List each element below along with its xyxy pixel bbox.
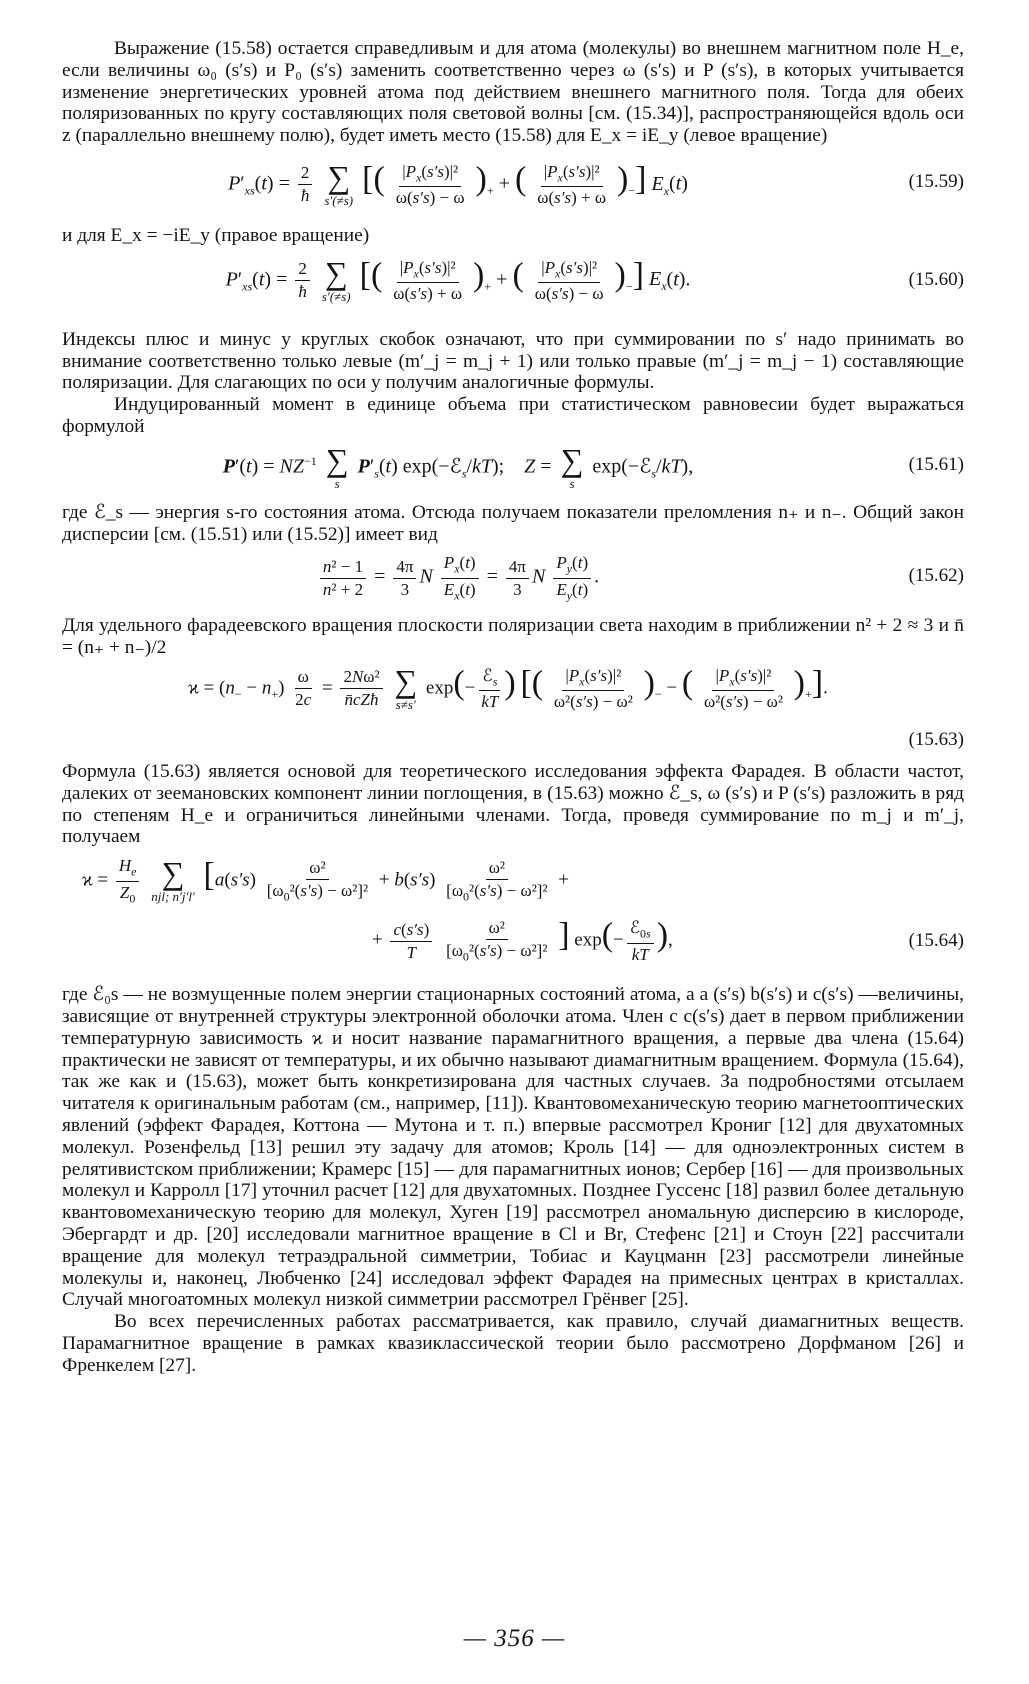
page-body	[62, 38, 964, 1376]
equation-number: (15.64)	[908, 930, 964, 952]
paragraph-7: Формула (15.63) является основой для теоретического исследования эффекта Фарадея. В области частот, далеких от зеемановских компонент линии поглощения, в (15.63) можно ℰ_s, ω (s′s) и P (s′s) разложить в ряд по степеням H_e и ограничиться линейными членами. Тогда, проведя суммирование по m_j и m′_j, получаем	[62, 760, 964, 848]
paragraph-5: где ℰ_s — энергия s-го состояния атома. Отсюда получаем показатели преломления n₊ и n₋. Общий закон дисперсии [см. (15.51) или (15.52)] имеет вид	[62, 501, 964, 545]
equation-15-64: ϰ = $\frac{H_e}{Z_0}$ ∑ njl; n′j′l′ [a(s′s) $\frac{\text{ω²}}{[\omega_0^2(s's) - \omega^2]^2}$ + b(s′s) $\frac{\text{ω²}}{[\omega_0^2(s's) - \omega^2]^2}$ + + $\frac{c(s's)}{T}$ $\frac{\text{ω²}}{[\omega_0^2(s's) - \omega^2]^2}$ ] exp(− ℰ$_{0s}$ kT ), (15.64)	[82, 855, 964, 964]
equation-number: (15.62)	[908, 565, 964, 587]
paragraph-4: Индуцированный момент в единице объема при статистическом равновесии будет выражаться формулой	[62, 394, 964, 437]
equation-15-63: $ϰ = (n_- - n_+)$ $\frac{\omega}{2c}$ = 2Nω² n̄cZħ ∑ s≠s′ exp(− ℰ$_s$ kT ) [( $\frac{|P_x(s's)|^2}{\text{ω²(s′s) − ω²}}$ )$_-$ − ( $\frac{|P_x(s's)|^2}{\text{ω²(s′s) − ω²}}$ )$_+$]. (15.63)	[188, 662, 964, 750]
paragraph-6: Для удельного фарадеевского вращения плоскости поляризации света находим в приближении n² + 2 ≈ 3 и n̄ = (n₊ + n₋)/2	[62, 615, 964, 659]
equation-number: (15.61)	[908, 453, 964, 475]
equation-15-59: $P'_{xs}(t)$ = $\frac{2}{ħ}$ ∑ s′(≠s) [( $\frac{|P_x(s's)|^2}{\omega(s's) - \omega}$ )$_+$ + ( $\frac{|P_x(s's)|^2}{\omega(s's) + \omega}$ )$_-$] $E_x(t)$ (15.59)	[228, 158, 964, 208]
page-number: — 356 —	[463, 1625, 566, 1652]
paragraph-3: Индексы плюс и минус у круглых скобок означают, что при суммировании по s′ надо принимать во внимание соответственно только левые (m′_j = m_j + 1) или только правые (m′_j = m_j − 1) составляющие поляризации. Для слагающих по оси y получим аналогичные формулы.	[62, 328, 964, 394]
equation-15-60: $P'_{xs}(t)$ = $\frac{2}{ħ}$ ∑ s′(≠s) [( $\frac{|P_x(s's)|^2}{\omega(s's) + \omega}$ )$_+$ + ( $\frac{|P_x(s's)|^2}{\omega(s's) - \omega}$ )$_-$] $E_x(t)$. (15.60)	[225, 254, 964, 304]
paragraph-1: Выражение (15.58) остается справедливым и для атома (молекулы) во внешнем магнитном поле H_e, если величины ω₀ (s′s) и P₀ (s′s) заменить соответственно через ω (s′s) и P (s′s), в которых учитывается изменение энергетических уровней атома под действием внешнего магнитного поля. Тогда для обеих поляризованных по кругу составляющих поля световой волны [см. (15.34)], распространяющейся вдоль оси z (параллельно внешнему полю), будет иметь место (15.58) для E_x = iE_y (левое вращение)	[62, 38, 964, 147]
equation-15-62: $\frac{\text{n² − 1}}{\text{n² + 2}}$ = $\frac{4\pi}{3}$ N $\frac{P_x(t)}{E_x(t)}$ = $\frac{4\pi}{3}$ N $\frac{P_y(t)}{E_y(t)}$ . (15.62)	[62, 545, 964, 615]
paragraph-2: и для E_x = −iE_y (правое вращение)	[62, 224, 370, 246]
equation-number: (15.63)	[908, 728, 964, 750]
paragraph-8: где ℰ₀s — не возмущенные полем энергии стационарных состояний атома, а a (s′s) b(s′s) и c(s′s) —величины, зависящие от внутренней структуры электронной оболочки атома. Член с c(s′s) дает в первом приближении температурную зависимость ϰ и носит название парамагнитного вращения, а первые два члена (15.64) практически не зависят от температуры, и их обычно называют диамагнитным вращением. Формула (15.64), так же как и (15.63), может быть конкретизирована для частных случаев. За подробностями отсылаем читателя к оригинальным работам (см., например, [11]). Квантовомеханическую теорию магнетооптических явлений (эффект Фарадея, Коттона — Мутона и т. п.) впервые рассмотрел Крониг [12] для двухатомных молекул. Розенфельд [13] решил эту задачу для атомов; Кроль [14] — для одноэлектронных систем в релятивистском приближении; Крамерс [15] — для парамагнитных ионов; Сербер [16] — для произвольных молекул и Карролл [17] уточнил расчет [12] для двухатомных. Позднее Гуссенс [18] развил более детальную квантовомеханическую теорию для молекул, Хуген [19] рассмотрел аномальную дисперсию в кислороде, Эбергардт и др. [20] исследовали магнитное вращение в Cl и Br, Стефенс [21] и Стоун [22] рассчитали вращение для молекул тетраэдральной симметрии, Тобиас и Кауцманн [23] рассмотрели линейные молекулы и, наконец, Любченко [24] исследовал эффект Фарадея на примесных центрах в кристаллах. Случай многоатомных молекул низкой симметрии рассмотрел Грёнвег [25].	[62, 984, 964, 1311]
equation-number: (15.59)	[908, 170, 964, 192]
equation-number: (15.60)	[908, 268, 964, 290]
equation-15-61: $P'(t) = NZ^{-1}$ ∑ s $P'_s(t)$ exp(−ℰ$_s$/kT); Z = ∑ s exp(−ℰ$_s$/kT), (15.61)	[222, 441, 964, 491]
paragraph-9: Во всех перечисленных работах рассматривается, как правило, случай диамагнитных веществ. Парамагнитное вращение в рамках квазиклассической теории было рассмотрено Дорфманом [26] и Френкелем [27].	[62, 1311, 964, 1376]
